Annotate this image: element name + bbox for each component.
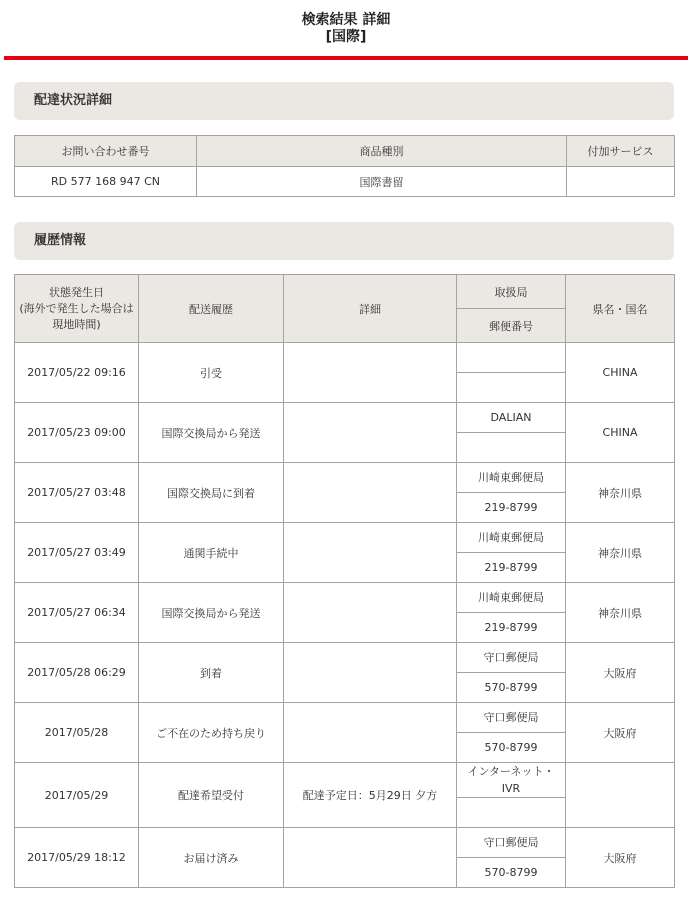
history-date: 2017/05/28 [15,703,139,763]
history-date: 2017/05/27 03:49 [15,523,139,583]
history-event: ご不在のため持ち戻り [139,703,284,763]
history-row [15,583,675,613]
history-detail [284,403,457,463]
col-office: 取扱局 [457,275,566,309]
col-tracking-number: お問い合わせ番号 [15,136,197,167]
page-title [0,12,692,46]
history-detail [284,583,457,643]
history-event: お届け済み [139,828,284,888]
delivery-status-table [14,135,675,197]
item-type: 国際書留 [197,167,567,197]
history-event: 国際交換局から発送 [139,583,284,643]
history-date: 2017/05/23 09:00 [15,403,139,463]
col-event: 配送履歴 [139,275,284,343]
history-row [15,463,675,493]
history-office: 川崎東郵便局 [457,583,566,613]
history-date: 2017/05/27 06:34 [15,583,139,643]
history-region: CHINA [566,403,675,463]
history-postal-code [457,433,566,463]
history-event: 国際交換局に到着 [139,463,284,523]
col-item-type: 商品種別 [197,136,567,167]
page-title-main: 検索結果 詳細 [301,12,391,28]
history-row [15,523,675,553]
history-row [15,643,675,673]
history-postal-code: 219-8799 [457,493,566,523]
history-event: 通関手続中 [139,523,284,583]
history-postal-code [457,798,566,828]
history-heading: 履歴情報 [14,222,674,260]
history-postal-code: 219-8799 [457,613,566,643]
history-detail [284,643,457,703]
history-event: 国際交換局から発送 [139,403,284,463]
history-row [15,703,675,733]
history-region: 神奈川県 [566,463,675,523]
history-office: インターネット・ IVR [457,763,566,798]
col-detail: 詳細 [284,275,457,343]
history-office: DALIAN [457,403,566,433]
history-postal-code [457,373,566,403]
col-date: 状態発生日 (海外で発生した場合は現地時間) [15,275,139,343]
history-row [15,763,675,798]
history-office [457,343,566,373]
history-postal-code: 570-8799 [457,673,566,703]
history-region [566,763,675,828]
history-event: 配達希望受付 [139,763,284,828]
history-region: 大阪府 [566,643,675,703]
history-row [15,403,675,433]
history-detail [284,703,457,763]
history-office: 守口郵便局 [457,828,566,858]
additional-service [567,167,675,197]
history-detail: 配達予定日：5月29日 夕方 [284,763,457,828]
delivery-status-heading: 配達状況詳細 [14,82,674,120]
tracking-number: RD 577 168 947 CN [15,167,197,197]
history-row [15,828,675,858]
history-date: 2017/05/22 09:16 [15,343,139,403]
history-region: 大阪府 [566,703,675,763]
col-region: 県名・国名 [566,275,675,343]
history-date: 2017/05/28 06:29 [15,643,139,703]
history-office: 守口郵便局 [457,703,566,733]
history-office: 守口郵便局 [457,643,566,673]
history-office: 川崎東郵便局 [457,463,566,493]
history-header-row [15,275,675,309]
page-title-sub: [国際] [325,29,367,45]
delivery-status-header-row [15,136,675,167]
header-divider [4,56,688,60]
history-table [14,274,675,888]
history-event: 引受 [139,343,284,403]
history-detail [284,463,457,523]
col-postal-code: 郵便番号 [457,309,566,343]
history-region: 神奈川県 [566,523,675,583]
history-region: CHINA [566,343,675,403]
history-event: 到着 [139,643,284,703]
history-date: 2017/05/27 03:48 [15,463,139,523]
history-postal-code: 219-8799 [457,553,566,583]
history-date: 2017/05/29 18:12 [15,828,139,888]
col-additional-service: 付加サービス [567,136,675,167]
history-detail [284,523,457,583]
history-region: 大阪府 [566,828,675,888]
history-office: 川崎東郵便局 [457,523,566,553]
history-detail [284,343,457,403]
history-postal-code: 570-8799 [457,858,566,888]
history-row [15,343,675,373]
history-region: 神奈川県 [566,583,675,643]
delivery-status-row [15,167,675,197]
history-date: 2017/05/29 [15,763,139,828]
history-detail [284,828,457,888]
history-postal-code: 570-8799 [457,733,566,763]
